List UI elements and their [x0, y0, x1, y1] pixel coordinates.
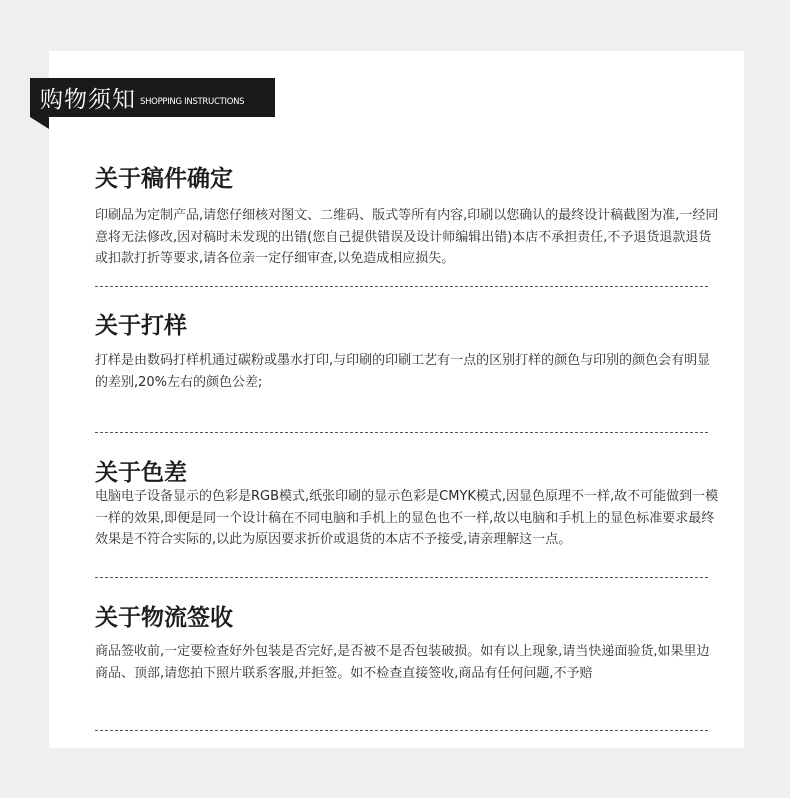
section-title: 关于色差	[95, 460, 187, 486]
section-title: 关于物流签收	[95, 605, 233, 631]
section-body: 印刷品为定制产品,请您仔细核对图文、二维码、版式等所有内容,印刷以您确认的最终设计稿截图为准,一经同意将无法修改,因对稿时未发现的出错(您自己提供错误及设计师编辑出错)本店不承担责任,不予退货退款退货或扣款打折等要求,请各位亲一定仔细审查,以免造成相应损失。	[95, 208, 719, 266]
section-title: 关于打样	[95, 313, 187, 339]
section-body: 商品签收前,一定要检查好外包装是否完好,是否被不是否包装破损。如有以上现象,请当快递面验货,如果里边商品、顶部,请您拍下照片联系客服,并拒签。如不检查直接签收,商品有任何问题,不予赔	[95, 644, 710, 681]
banner-fold	[30, 117, 49, 129]
banner-title: 购物须知	[40, 87, 136, 113]
banner-subtitle: SHOPPING INSTRUCTIONS	[140, 97, 245, 107]
divider	[95, 432, 708, 433]
divider	[95, 730, 708, 731]
divider	[95, 577, 708, 578]
section-body: 电脑电子设备显示的色彩是RGB模式,纸张印刷的显示色彩是CMYK模式,因显色原理不一样,故不可能做到一模一样的效果,即便是同一个设计稿在不同电脑和手机上的显色也不一样,故以电脑和手机上的显色标准要求最终效果是不符合实际的,以此为原因要求折价或退货的本店不予接受,请亲理解这一点。	[95, 489, 719, 547]
section-title: 关于稿件确定	[95, 166, 233, 192]
section-body: 打样是由数码打样机通过碳粉或墨水打印,与印刷的印刷工艺有一点的区别打样的颜色与印别的颜色会有明显的差别,20%左右的颜色公差;	[95, 353, 711, 390]
section-banner	[30, 78, 275, 117]
divider	[95, 286, 708, 287]
